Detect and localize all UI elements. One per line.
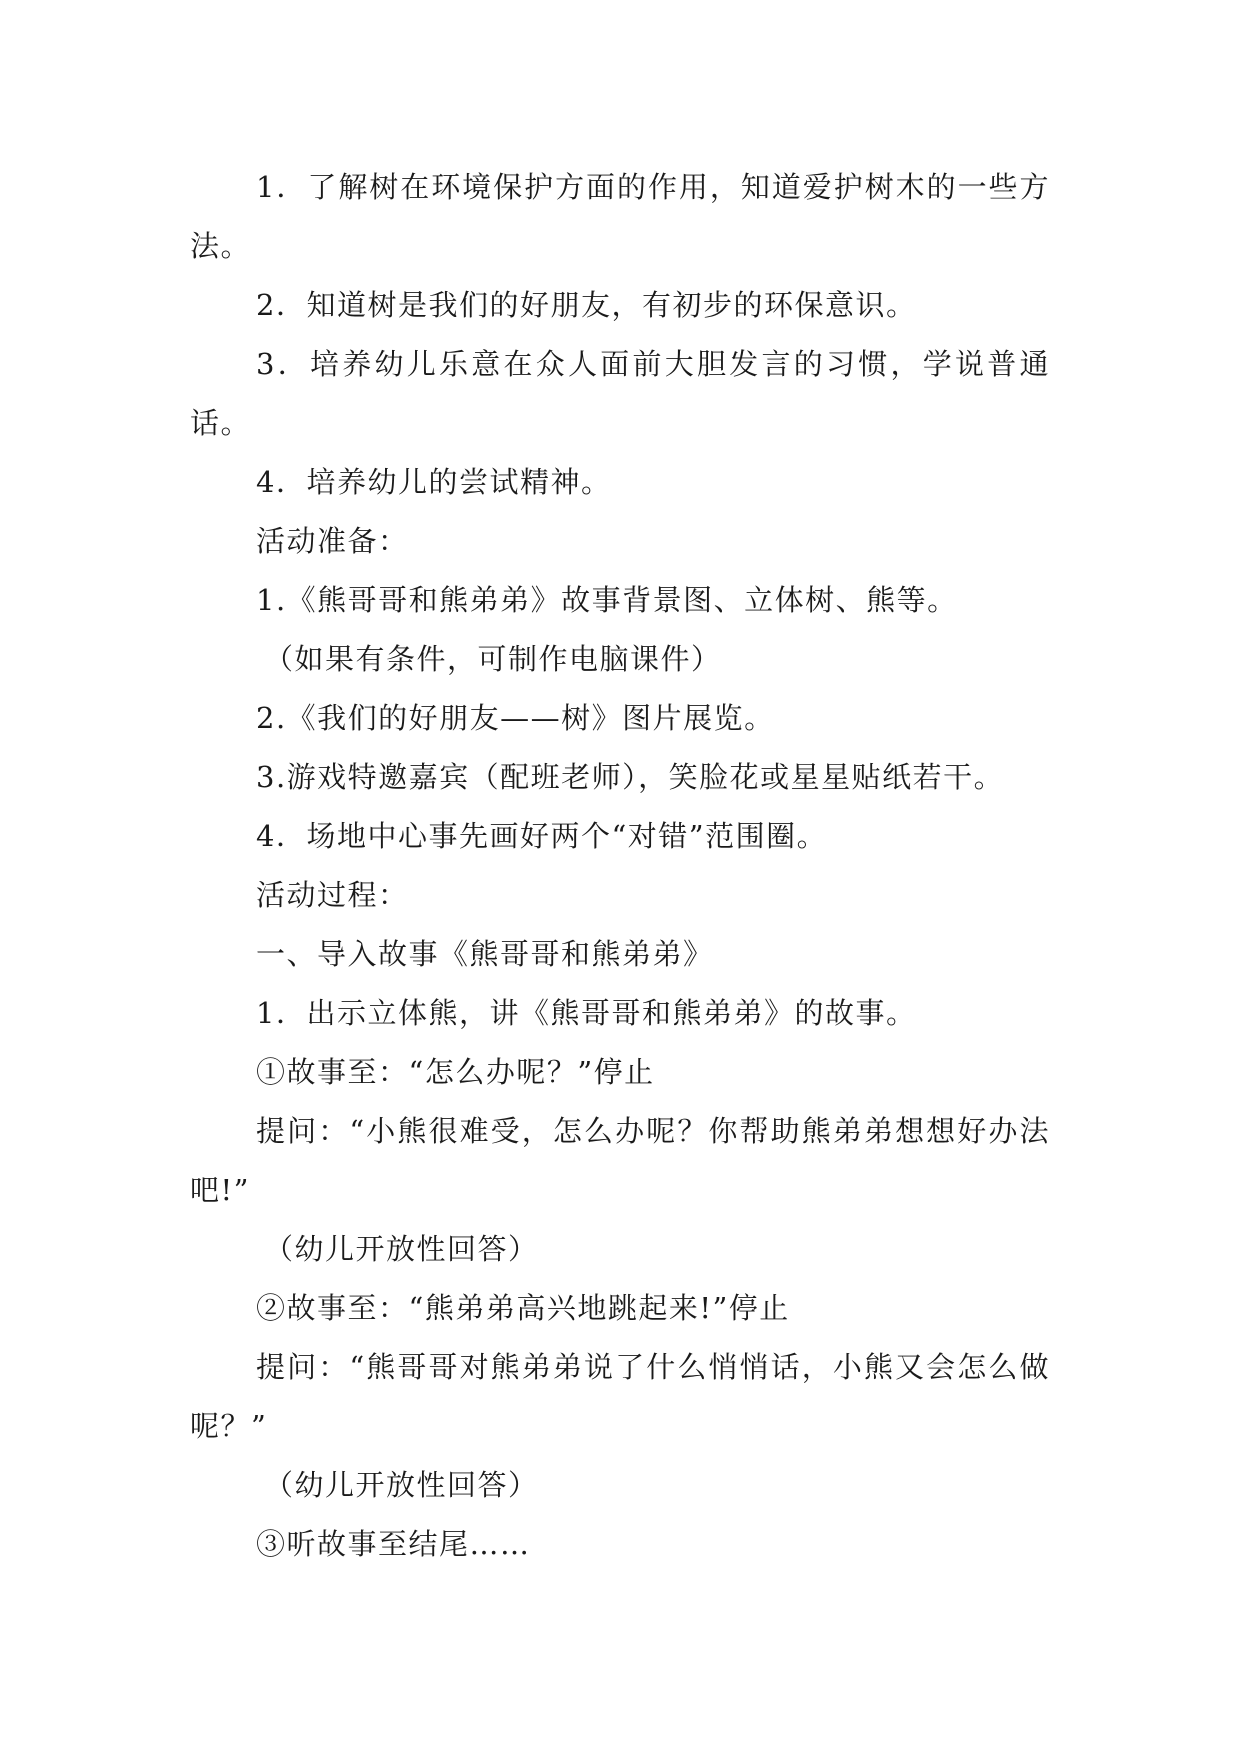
- document-body: [190, 158, 1050, 1574]
- paragraph-preparation-1: 1.《熊哥哥和熊弟弟》故事背景图、立体树、熊等。: [256, 583, 958, 617]
- heading-preparation: 活动准备：: [256, 524, 409, 558]
- paragraph-preparation-note: （如果有条件，可制作电脑课件）: [264, 642, 722, 676]
- paragraph-answer-note-2: （幼儿开放性回答）: [264, 1468, 539, 1502]
- paragraph-objective-2: 2．知道树是我们的好朋友，有初步的环保意识。: [256, 288, 917, 322]
- paragraph-story-end: ③听故事至结尾……: [256, 1527, 531, 1561]
- paragraph-story-stop-2: ②故事至：“熊弟弟高兴地跳起来!”停止: [256, 1291, 790, 1325]
- paragraph-objective-4: 4．培养幼儿的尝试精神。: [256, 465, 612, 499]
- paragraph-step-1-1: 1．出示立体熊，讲《熊哥哥和熊弟弟》的故事。: [256, 996, 917, 1030]
- paragraph-objective-1: 1．了解树在环境保护方面的作用，知道爱护树木的一些方法。: [190, 170, 1050, 263]
- paragraph-answer-note-1: （幼儿开放性回答）: [264, 1232, 539, 1266]
- heading-process: 活动过程：: [256, 878, 409, 912]
- heading-step-1: 一、导入故事《熊哥哥和熊弟弟》: [256, 937, 714, 971]
- paragraph-story-stop-1: ①故事至：“怎么办呢？”停止: [256, 1055, 655, 1089]
- paragraph-preparation-2: 2.《我们的好朋友——树》图片展览。: [256, 701, 775, 735]
- paragraph-question-2: 提问：“熊哥哥对熊弟弟说了什么悄悄话，小熊又会怎么做呢？”: [190, 1350, 1050, 1443]
- paragraph-preparation-4: 4．场地中心事先画好两个“对错”范围圈。: [256, 819, 828, 853]
- paragraph-question-1: 提问：“小熊很难受，怎么办呢？你帮助熊弟弟想想好办法吧!”: [190, 1114, 1050, 1207]
- paragraph-objective-3: 3．培养幼儿乐意在众人面前大胆发言的习惯，学说普通话。: [190, 347, 1050, 440]
- paragraph-preparation-3: 3.游戏特邀嘉宾（配班老师），笑脸花或星星贴纸若干。: [256, 760, 1005, 794]
